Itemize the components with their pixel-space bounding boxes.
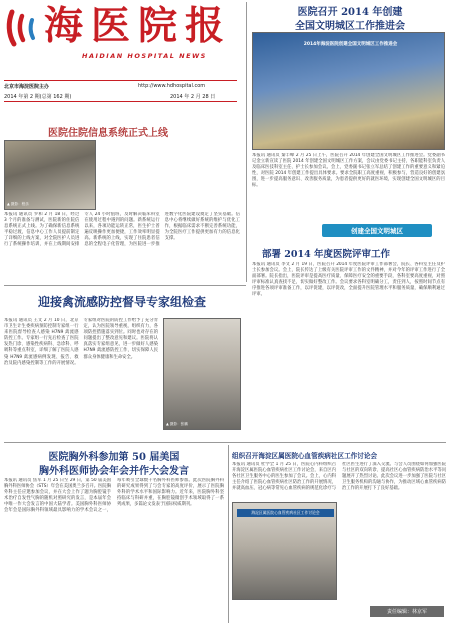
surgery-headline-1: 医院胸外科参加第 50 届美国: [48, 452, 180, 463]
masthead-rule-bottom: [4, 101, 237, 102]
flu-headline: 迎接禽流感防控督导专家组检查: [38, 295, 207, 309]
conference-headline-1: 医院召开 2014 年创建: [297, 7, 403, 18]
info-photo: [4, 140, 96, 210]
surgery-headline-2: 胸外科医师协会年会并作大会发言: [39, 466, 189, 477]
masthead: [4, 2, 244, 78]
cardio-photo-banner: 海淀区属医院心血管疾病社区工作讨论会: [237, 509, 334, 517]
info-body: 本报讯 通讯员 罗和 2 月 18 日，经过 3 个月的准备与测试，医院新的住院信息系统正式上线。为了确保新信息系统平稳过渡，信息中心工作人员提前制定了详细的上线方案，对全院医护人员进行了系统操作培训，并在上线期间安排专人 24 小时值班，及时解决临床科室在使用过程中遇到的问题。新系统运行以来，各项功能运转正常，医生护士普遍反映操作更加便捷，工作效率明显提高。新系统的上线，实现了住院患者信息的全程电子化管理，为医院进一步推进数字化医院建设奠定了坚实基础。信息中心将继续做好系统的维护与优化工作，根据临床需求不断完善系统功能，为全院医疗工作提供更加有力的信息化支撑。: [4, 212, 240, 248]
conference-photo-banner: 2014年海淀医院创建全国文明城区工作推进会: [303, 42, 398, 47]
conference-body: 本报讯 通讯员 秦丰峰 2 月 25 日上午，医院召开 2014 年创建全国文明城区工作推进会。党委副书记金立新宣读了医院 2014 年创建全国文明城区工作方案，会议由党委书记主持，各职能科室负责人及临床医技科室主任、护士长参加会议。会上，党委副书记张立军总结了创建工作的重要意义和紧迫性，对医院 2014 年创建工作提出具体要求。要求全院职工高度重视，积极参与，营造良好的创建氛围，进一步提高服务意识、改善服务质量，为患者提供更好的就医环境，实现创建全国文明城区的目标。: [252, 153, 445, 189]
masthead-rule: [4, 80, 237, 81]
masthead-issue: 2014 年第 2 期(总第 162 期): [4, 94, 72, 100]
info-headline: 医院住院信息系统正式上线: [48, 128, 168, 139]
hospital-logo-icon: [6, 8, 42, 48]
review-headline: 部署 2014 年度医院评审工作: [262, 249, 391, 260]
masthead-title: 海医院报: [44, 3, 233, 49]
column-divider-2: [228, 445, 229, 623]
masthead-subtitle: HAIDIAN HOSPITAL NEWS: [82, 52, 207, 60]
conference-headline-2: 全国文明城区工作推进会: [295, 21, 405, 32]
civilized-city-tag: [322, 224, 432, 237]
flu-photo-caption: ▲ 摄影：张鹏: [166, 422, 188, 426]
column-divider: [246, 2, 247, 282]
section-divider: [4, 285, 246, 286]
review-body: 本报讯 通讯员 李文 2 月 19 日，医院召开 2014 年度医院评审工作部署会，院长、各科室主任及护士长参加会议。会上，院长传达了上级有关医院评审工作的文件精神，并对今年的评审工作进行了全面部署。院长指出，医院评审是提高医疗质量、保障医疗安全的重要手段，各科室要高度重视，对照评审标准认真查找不足，切实做好整改工作。会议要求各科室明确分工，责任到人，按照时间节点有序推进各项评审准备工作，以评促建，以评促改，全面提升医院管理水平和服务质量，确保顺利通过评审。: [252, 262, 445, 298]
civilized-city-tag-label: 创建全国文明城区: [351, 227, 403, 235]
flu-photo: [163, 318, 241, 430]
section-divider-2: [4, 442, 446, 443]
cardio-body: 本报讯 通讯员 杜学全 1 月 25 日，医院心内科组织召开海淀区属医院心血管疾病社区工作讨论会，来自区内各社区卫生服务中心的医生参加了会议。会上，心内科主任介绍了医院心血管疾病社区防治工作的开展情况，并就高血压、冠心病等常见心血管疾病的规范化诊疗与社区医生进行了深入交流。与会人员围绕如何加强医院与社区的双向转诊、提高社区心血管疾病防治水平等问题展开了热烈讨论。此次会议进一步加强了医院与社区卫生服务机构的沟通与协作，为推动区域心血管疾病防治工作的开展打下了良好基础。: [232, 462, 446, 492]
surgery-body: 本报讯 通讯员 焦军 1 月 25 日至 29 日，第 50 届美国胸外科医师协会（STS）年会在美国奥兰多召开。医院胸外科主任应邀参加会议，并在大会上作了题为胸腔镜手术治疗自发性气胸的随机对照研究的发言，是本届年会中唯一作大会发言的中国大陆学者。美国胸外科医师协会年会是国际胸外科领域最具影响力的学术会议之一，每年吸引全球数千名胸外科医师参加。此次医院胸外科的研究成果得到了与会专家的高度评价，展示了医院胸外科的学术水平和国际影响力。近年来，医院胸外科坚持临床与科研并重，在胸腔镜微创手术领域取得了一系列成果，多篇论文发表于国际权威期刊。: [4, 478, 224, 514]
editor-credit: [370, 606, 444, 617]
masthead-website: http://www.hdhospital.com: [138, 83, 206, 89]
editor-credit-label: 责任编辑：林京军: [386, 609, 427, 615]
flu-body: 本报讯 通讯员 王文 2 月 10 日，北京市卫生计生委疾病预防控制专家组一行来医院督导检查人感染 H7N9 禽流感防控工作。专家组一行先后检查了医院发热门诊、感染性疾病科、急诊科、呼吸科等重点科室，详细了解了医院人感染 H7N9 禽流感病例发现、报告、救治及院内感染控制等工作的开展情况。专家组对医院的防控工作给予了充分肯定，认为医院领导重视，组织有力，各项防控措施落实到位。同时也对存在的问题提出了整改意见和建议。医院将认真落实专家组意见，进一步做好人感染 H7N9 禽流感防控工作，切实保障人民群众身体健康和生命安全。: [4, 318, 158, 366]
info-photo-caption: ▲ 摄影：程乐: [7, 202, 29, 206]
masthead-sponsor: 北京市海淀医院主办: [4, 84, 50, 90]
conference-photo: [252, 32, 445, 150]
cardio-headline: 组织召开海淀区属医院心血管疾病社区工作讨论会: [232, 452, 378, 460]
masthead-date: 2014 年 2 月 28 日: [170, 94, 216, 100]
